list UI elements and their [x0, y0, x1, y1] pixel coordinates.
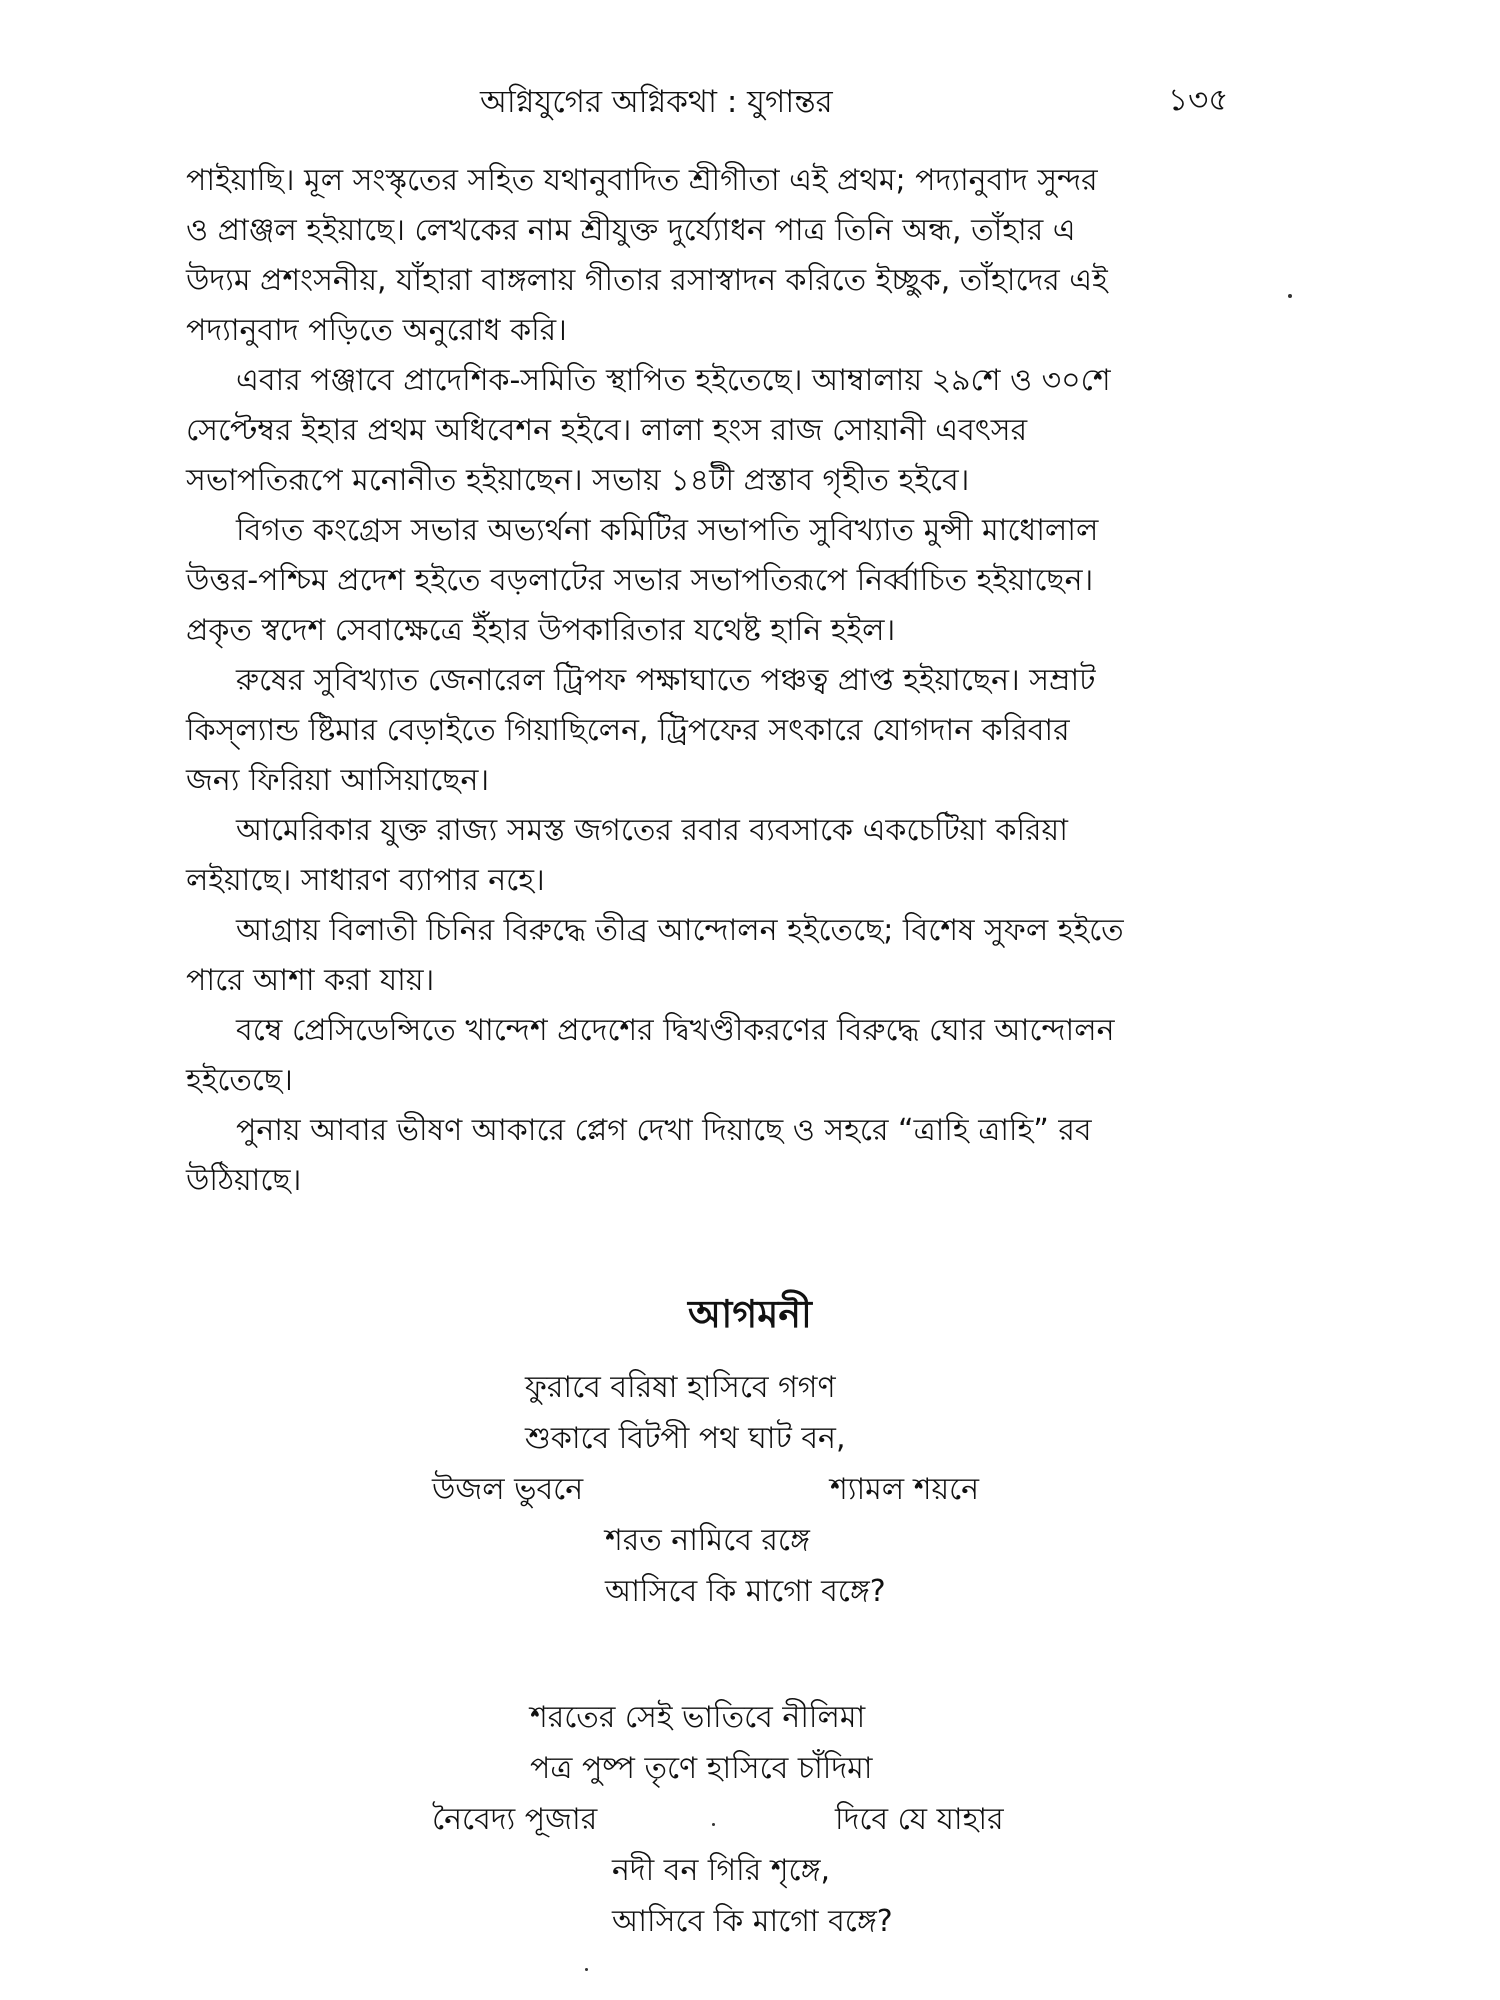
poem-line: শুকাবে বিটপী পথ ঘাট বন,: [525, 1421, 846, 1456]
poem-line: আসিবে কি মাগো বঙ্গে?: [612, 1904, 893, 1939]
poem-line: আসিবে কি মাগো বঙ্গে?: [605, 1574, 886, 1609]
poem-line: পত্র পুষ্প তৃণে হাসিবে চাঁদিমা: [530, 1751, 873, 1786]
paragraph-line: উত্তর-পশ্চিম প্রদেশ হইতে বড়লাটের সভার সভাপতিরূপে নির্ব্বাচিত হইয়াছেন।: [186, 563, 1094, 598]
paragraph-line: হইতেছে।: [186, 1063, 293, 1098]
poem-line: উজল ভুবনে: [432, 1472, 584, 1507]
paragraph-line: সভাপতিরূপে মনোনীত হইয়াছেন। সভায় ১৪টী প্রস্তাব গৃহীত হইবে।: [186, 463, 970, 498]
paragraph-line: কিস্‌ল্যান্ড ষ্টিমার বেড়াইতে গিয়াছিলেন, ট্রিপফের সৎকারে যোগদান করিবার: [186, 713, 1070, 748]
paragraph-line: উদ্যম প্রশংসনীয়, যাঁহারা বাঙ্গলায় গীতার রসাস্বাদন করিতে ইচ্ছুক, তাঁহাদের এই: [186, 263, 1108, 298]
paragraph-line: পুনায় আবার ভীষণ আকারে প্লেগ দেখা দিয়াছে ও সহরে “ত্রাহি ত্রাহি” রব: [236, 1113, 1092, 1148]
paragraph-line: সেপ্টেম্বর ইহার প্রথম অধিবেশন হইবে। লালা হংস রাজ সোয়ানী এবৎসর: [186, 413, 1028, 448]
poem-title: আগমনী: [688, 1292, 812, 1336]
paragraph-line: প্রকৃত স্বদেশ সেবাক্ষেত্রে ইঁহার উপকারিতার যথেষ্ট হানি হইল।: [186, 613, 896, 648]
paragraph-line: ও প্রাঞ্জল হইয়াছে। লেখকের নাম শ্রীযুক্ত দুর্য্যোধন পাত্র তিনি অন্ধ, তাঁহার এ: [186, 213, 1076, 248]
page-number: ১৩৫: [1168, 82, 1229, 118]
scan-speck: [712, 1823, 715, 1826]
paragraph-line: আগ্রায় বিলাতী চিনির বিরুদ্ধে তীব্র আন্দোলন হইতেছে; বিশেষ সুফল হইতে: [236, 913, 1124, 948]
paragraph-line: পাইয়াছি। মূল সংস্কৃতের সহিত যথানুবাদিত শ্রীগীতা এই প্রথম; পদ্যানুবাদ সুন্দর: [186, 163, 1098, 198]
paragraph-line: বম্বে প্রেসিডেন্সিতে খান্দেশ প্রদেশের দ্বিখণ্ডীকরণের বিরুদ্ধে ঘোর আন্দোলন: [236, 1013, 1115, 1048]
paragraph-line: জন্য ফিরিয়া আসিয়াছেন।: [186, 763, 490, 798]
paragraph-line: উঠিয়াছে।: [186, 1163, 302, 1198]
poem-line: শরত নামিবে রঙ্গে: [605, 1523, 810, 1558]
poem-line: নদী বন গিরি শৃঙ্গে,: [612, 1853, 831, 1888]
poem-line: শ্যামল শয়নে: [830, 1472, 980, 1507]
news-paragraphs: [186, 156, 1236, 1206]
poem-line: শরতের সেই ভাতিবে নীলিমা: [530, 1700, 866, 1735]
paragraph-line: রুষের সুবিখ্যাত জেনারেল ট্রিপফ পক্ষাঘাতে পঞ্চত্ব প্রাপ্ত হইয়াছেন। সম্রাট: [236, 663, 1096, 698]
poem-line: ফুরাবে বরিষা হাসিবে গগণ: [525, 1370, 836, 1405]
paragraph-line: লইয়াছে। সাধারণ ব্যাপার নহে।: [186, 863, 545, 898]
poem-line: দিবে যে যাহার: [835, 1802, 1004, 1837]
paragraph-line: আমেরিকার যুক্ত রাজ্য সমস্ত জগতের রবার ব্যবসাকে একচেটিয়া করিয়া: [236, 813, 1068, 848]
poem-line: নৈবেদ্য পূজার: [432, 1802, 598, 1837]
paragraph-line: এবার পঞ্জাবে প্রাদেশিক-সমিতি স্থাপিত হইতেছে। আম্বালায় ২৯শে ও ৩০শে: [236, 363, 1111, 398]
paragraph-line: পদ্যানুবাদ পড়িতে অনুরোধ করি।: [186, 313, 567, 348]
paragraph-line: বিগত কংগ্রেস সভার অভ্যর্থনা কমিটির সভাপতি সুবিখ্যাত মুন্সী মাধোলাল: [236, 513, 1099, 548]
running-header-title: অগ্নিযুগের অগ্নিকথা : যুগান্তর: [480, 84, 833, 120]
scan-speck: [585, 1968, 588, 1971]
scan-speck: [1288, 294, 1292, 298]
paragraph-line: পারে আশা করা যায়।: [186, 963, 435, 998]
